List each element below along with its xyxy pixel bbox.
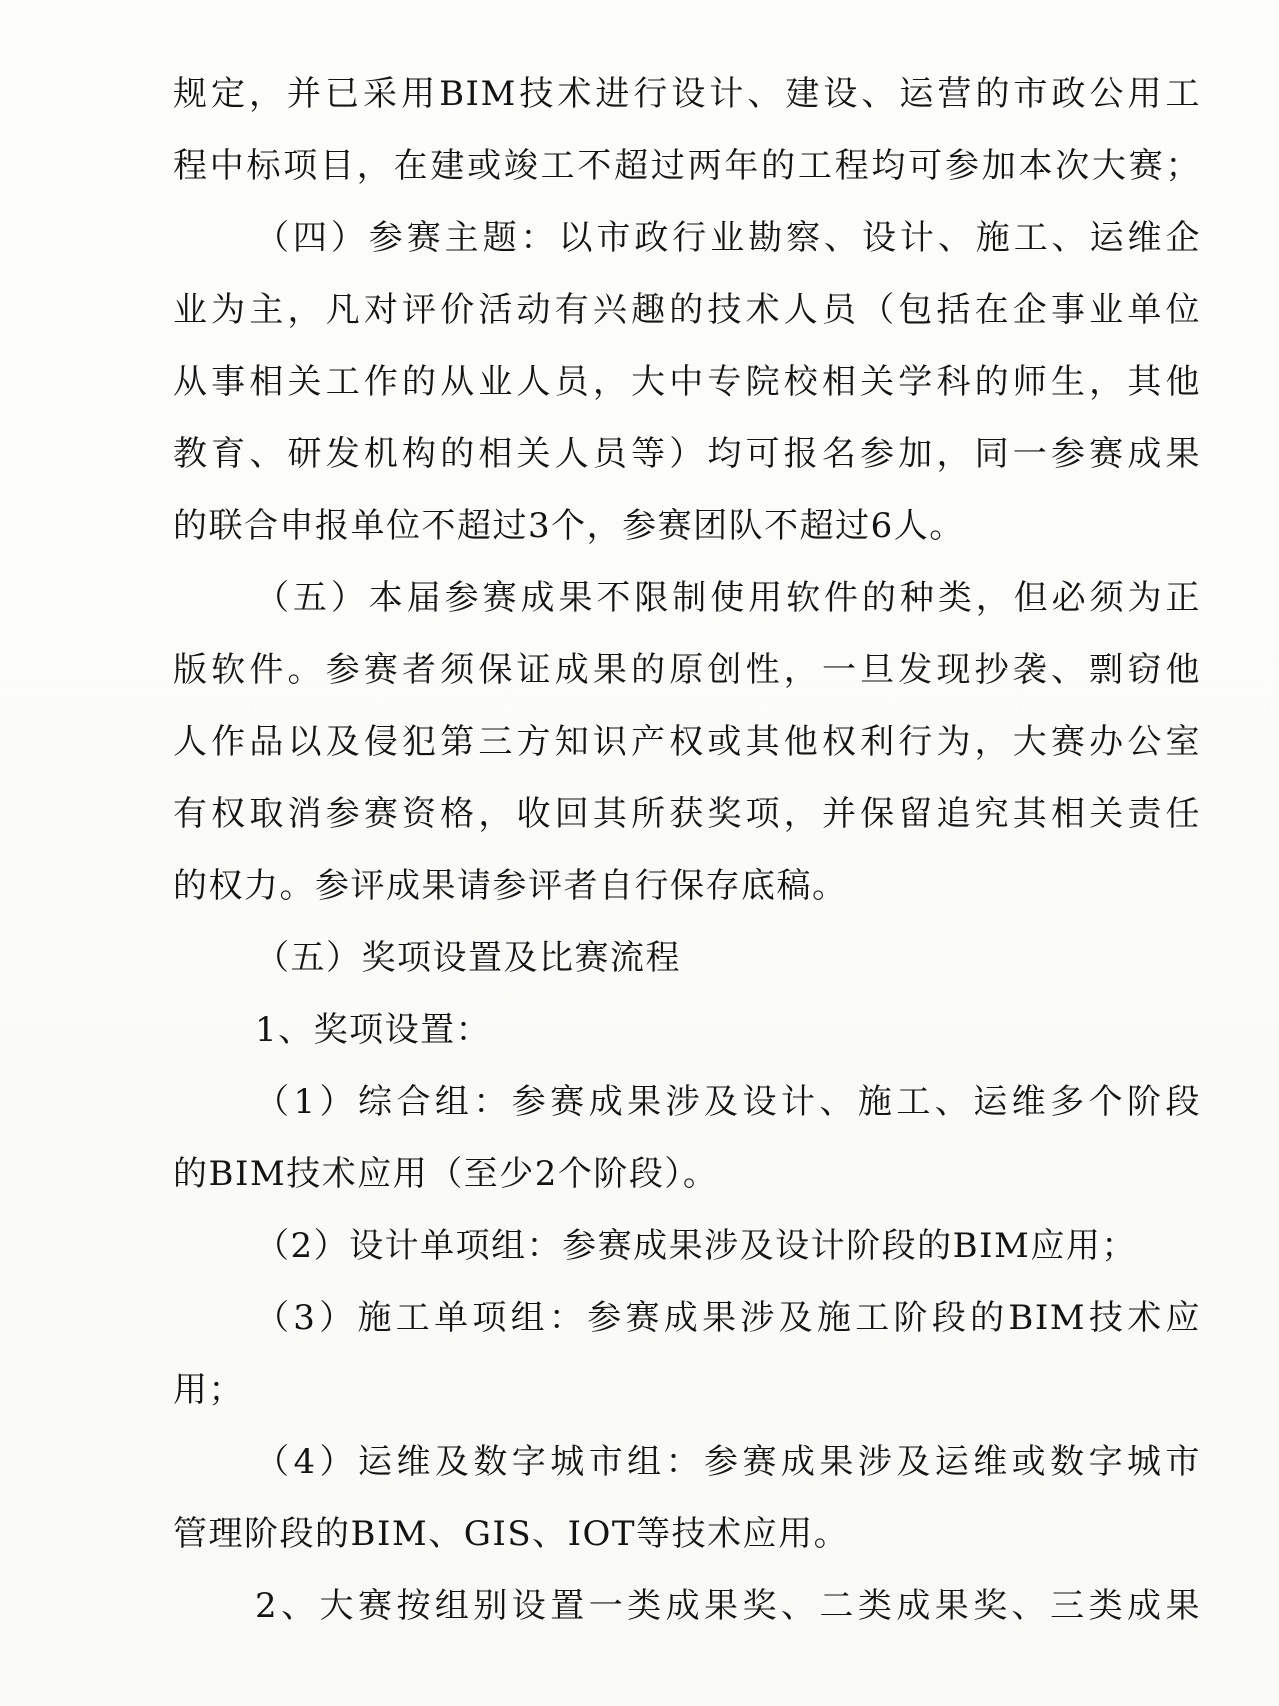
text-line: （五）本届参赛成果不限制使用软件的种类，但必须为正 xyxy=(255,578,1201,618)
text-line: 的联合申报单位不超过3个，参赛团队不超过6人。 xyxy=(173,506,965,546)
text-line: 教育、研发机构的相关人员等）均可报名参加，同一参赛成果 xyxy=(173,434,1201,474)
text-line: （3）施工单项组：参赛成果涉及施工阶段的BIM技术应 xyxy=(255,1298,1201,1338)
text-line: 业为主，凡对评价活动有兴趣的技术人员（包括在企事业单位 xyxy=(173,290,1201,330)
text-line: 从事相关工作的从业人员，大中专院校相关学科的师生，其他 xyxy=(173,362,1201,402)
text-line: 版软件。参赛者须保证成果的原创性，一旦发现抄袭、剽窃他 xyxy=(173,650,1201,690)
text-line: 规定，并已采用BIM技术进行设计、建设、运营的市政公用工 xyxy=(173,74,1201,114)
text-line: 管理阶段的BIM、GIS、IOT等技术应用。 xyxy=(173,1514,850,1554)
text-line: 程中标项目，在建或竣工不超过两年的工程均可参加本次大赛； xyxy=(173,146,1201,186)
text-line: 的BIM技术应用（至少2个阶段）。 xyxy=(173,1154,719,1194)
section-heading: （五）奖项设置及比赛流程 xyxy=(255,938,681,978)
text-line: 用； xyxy=(173,1370,244,1410)
text-line: （4）运维及数字城市组：参赛成果涉及运维或数字城市 xyxy=(255,1442,1201,1482)
text-line: （四）参赛主题：以市政行业勘察、设计、施工、运维企 xyxy=(255,218,1201,258)
text-line: 人作品以及侵犯第三方知识产权或其他权利行为，大赛办公室 xyxy=(173,722,1201,762)
text-line: 的权力。参评成果请参评者自行保存底稿。 xyxy=(173,866,848,906)
text-line: 2、大赛按组别设置一类成果奖、二类成果奖、三类成果 xyxy=(255,1586,1201,1626)
text-line: （2）设计单项组：参赛成果涉及设计阶段的BIM应用； xyxy=(255,1226,1137,1266)
subsection-heading: 1、奖项设置： xyxy=(255,1010,492,1050)
text-line: （1）综合组：参赛成果涉及设计、施工、运维多个阶段 xyxy=(255,1082,1201,1122)
text-line: 有权取消参赛资格，收回其所获奖项，并保留追究其相关责任 xyxy=(173,794,1201,834)
document-body xyxy=(173,58,1201,1642)
